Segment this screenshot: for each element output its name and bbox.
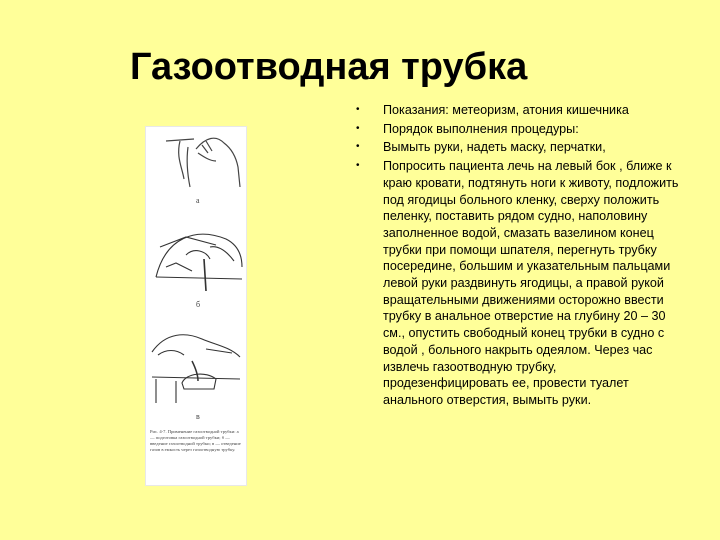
bullet-item — [355, 139, 685, 156]
bullet-glyph: • — [356, 104, 360, 115]
tube-tip-line — [166, 139, 194, 141]
tube-line — [179, 141, 184, 179]
bullet-item — [355, 158, 685, 409]
slide-title: Газоотводная трубка — [130, 46, 528, 88]
patient-outline — [152, 335, 240, 357]
bullet-text: Порядок выполнения процедуры: — [383, 121, 579, 136]
bullet-text: Вымыть руки, надеть маску, перчатки, — [383, 140, 606, 155]
procedure-illustration — [145, 126, 247, 486]
bullet-text: Попросить пациента лечь на левый бок , ближе к краю кровати, подтянуть ноги к животу, подложить под ягодицы больного кленку, сверху положить пеленку, поставить рядом судно, наполовину заполненное водой, смазать вазелином конец трубки при помощи шпателя, перегнуть трубку посередине, большим и указательным пальцами левой руки раздвинуть ягодицы, а правой рукой вращательными движениями осторожно ввести трубку в анальное отверстие на глубину 20 – 30 см., опустить свободный конец трубки в судно с водой , больного накрыть одеялом. Через час извлечь газоотводную трубку, продезенфицировать ее, провести туалет анального отверстия, вымыть руки. — [383, 159, 679, 407]
panel-letter-c: в — [196, 412, 200, 421]
bullet-text: Показания: метеоризм, атония кишечника — [383, 103, 629, 117]
bullet-item — [355, 102, 685, 119]
panel-letter-b: б — [196, 300, 201, 309]
figure-caption: Рис. 4-7. Применение газоотводной трубки: а — подготовка газоотводной трубки; б — введение газоотводной трубки; в — отведение газов в емкость через газоотводную трубку. — [150, 429, 241, 452]
panel-letter-a: а — [196, 196, 200, 205]
stand-legs — [156, 379, 176, 403]
bullet-glyph: • — [356, 141, 360, 153]
bullet-glyph: • — [356, 122, 360, 134]
bullet-item — [355, 121, 685, 138]
inserted-tube — [204, 259, 206, 291]
bedpan — [182, 374, 216, 389]
bullet-list — [355, 102, 685, 411]
bullet-glyph: • — [356, 160, 360, 172]
